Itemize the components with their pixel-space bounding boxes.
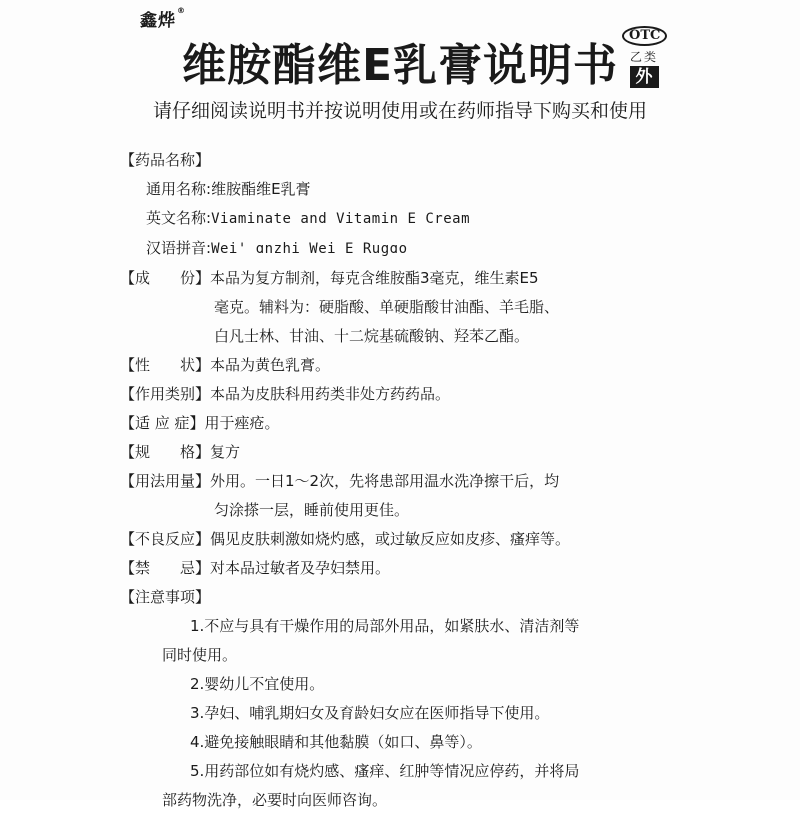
section-label: 【不良反应】 <box>120 530 211 548</box>
section-label: 【药品名称】 <box>120 151 211 169</box>
composition-line: 毫克。辅料为：硬脂酸、单硬脂酸甘油酯、羊毛脂、 <box>214 298 560 316</box>
brand-logo <box>140 6 186 31</box>
pinyin-row <box>120 234 680 264</box>
indication-value: 用于痤疮。 <box>204 414 280 432</box>
section-adverse-reactions <box>120 525 680 554</box>
field-label: 通用名称: <box>146 180 212 198</box>
section-label: 【性 状】 <box>120 356 211 374</box>
section-label: 【规 格】 <box>120 443 211 461</box>
adverse-value: 偶见皮肤刺激如烧灼感，或过敏反应如皮疹、瘙痒等。 <box>210 530 571 548</box>
section-precautions <box>120 583 680 612</box>
dosage-line: 匀涂搽一层，睡前使用更佳。 <box>214 501 410 519</box>
english-name-row <box>120 204 680 234</box>
section-dosage <box>120 467 680 496</box>
precaution-item: 1.不应与具有干燥作用的局部外用品，如紧肤水、清洁剂等 <box>190 617 580 635</box>
section-drug-name <box>120 146 680 175</box>
composition-line: 白凡士林、甘油、十二烷基硫酸钠、羟苯乙酯。 <box>214 327 530 345</box>
reading-notice: 请仔细阅读说明书并按说明使用或在药师指导下购买和使用 <box>152 100 647 122</box>
precaution-item: 4.避免接触眼睛和其他黏膜（如口、鼻等）。 <box>190 733 482 751</box>
section-label: 【作用类别】 <box>120 385 211 403</box>
precaution-item-continued: 部药物洗净，必要时向医师咨询。 <box>162 791 388 809</box>
field-label: 汉语拼音: <box>146 239 212 257</box>
section-category <box>120 380 680 409</box>
generic-name-value: 维胺酯维E乳膏 <box>211 180 311 198</box>
section-label: 【适 应 症】 <box>120 414 205 432</box>
pinyin-value: Wei' ɑnzhi Wei E Rugɑo <box>211 241 408 257</box>
precaution-item-continued: 同时使用。 <box>162 646 238 664</box>
generic-name-row <box>120 175 680 204</box>
english-name-value: Viaminate and Vitamin E Cream <box>211 211 470 227</box>
properties-value: 本品为黄色乳膏。 <box>210 356 331 374</box>
registered-mark: ® <box>177 6 186 15</box>
dosage-line: 外用。一日1～2次，先将患部用温水洗净擦干后，均 <box>210 472 560 490</box>
section-contraindications <box>120 554 680 583</box>
section-label: 【禁 忌】 <box>120 559 211 577</box>
otc-class-label: 乙类 <box>629 50 658 64</box>
otc-badge-group <box>622 24 666 88</box>
section-specification <box>120 438 680 467</box>
section-label: 【用法用量】 <box>120 472 211 490</box>
section-indication <box>120 409 680 438</box>
category-value: 本品为皮肤科用药类非处方药药品。 <box>210 385 451 403</box>
precaution-item: 5.用药部位如有烧灼感、瘙痒、红肿等情况应停药，并将局 <box>190 762 580 780</box>
external-use-badge: 外 <box>630 66 659 88</box>
precaution-item: 2.婴幼儿不宜使用。 <box>190 675 325 693</box>
section-label: 【注意事项】 <box>120 588 211 606</box>
page-title: 维胺酯维E乳膏说明书 <box>181 40 619 91</box>
otc-badge: OTC <box>622 26 667 46</box>
leaflet-body <box>120 146 680 815</box>
brand-name: 鑫烨 <box>140 11 176 31</box>
specification-value: 复方 <box>210 443 241 461</box>
section-composition <box>120 264 680 293</box>
composition-line: 本品为复方制剂，每克含维胺酯3毫克，维生素E5 <box>210 269 539 287</box>
contraindication-value: 对本品过敏者及孕妇禁用。 <box>210 559 391 577</box>
field-label: 英文名称: <box>146 209 212 227</box>
section-properties <box>120 351 680 380</box>
precaution-item: 3.孕妇、哺乳期妇女及育龄妇女应在医师指导下使用。 <box>190 704 550 722</box>
section-label: 【成 份】 <box>120 269 211 287</box>
